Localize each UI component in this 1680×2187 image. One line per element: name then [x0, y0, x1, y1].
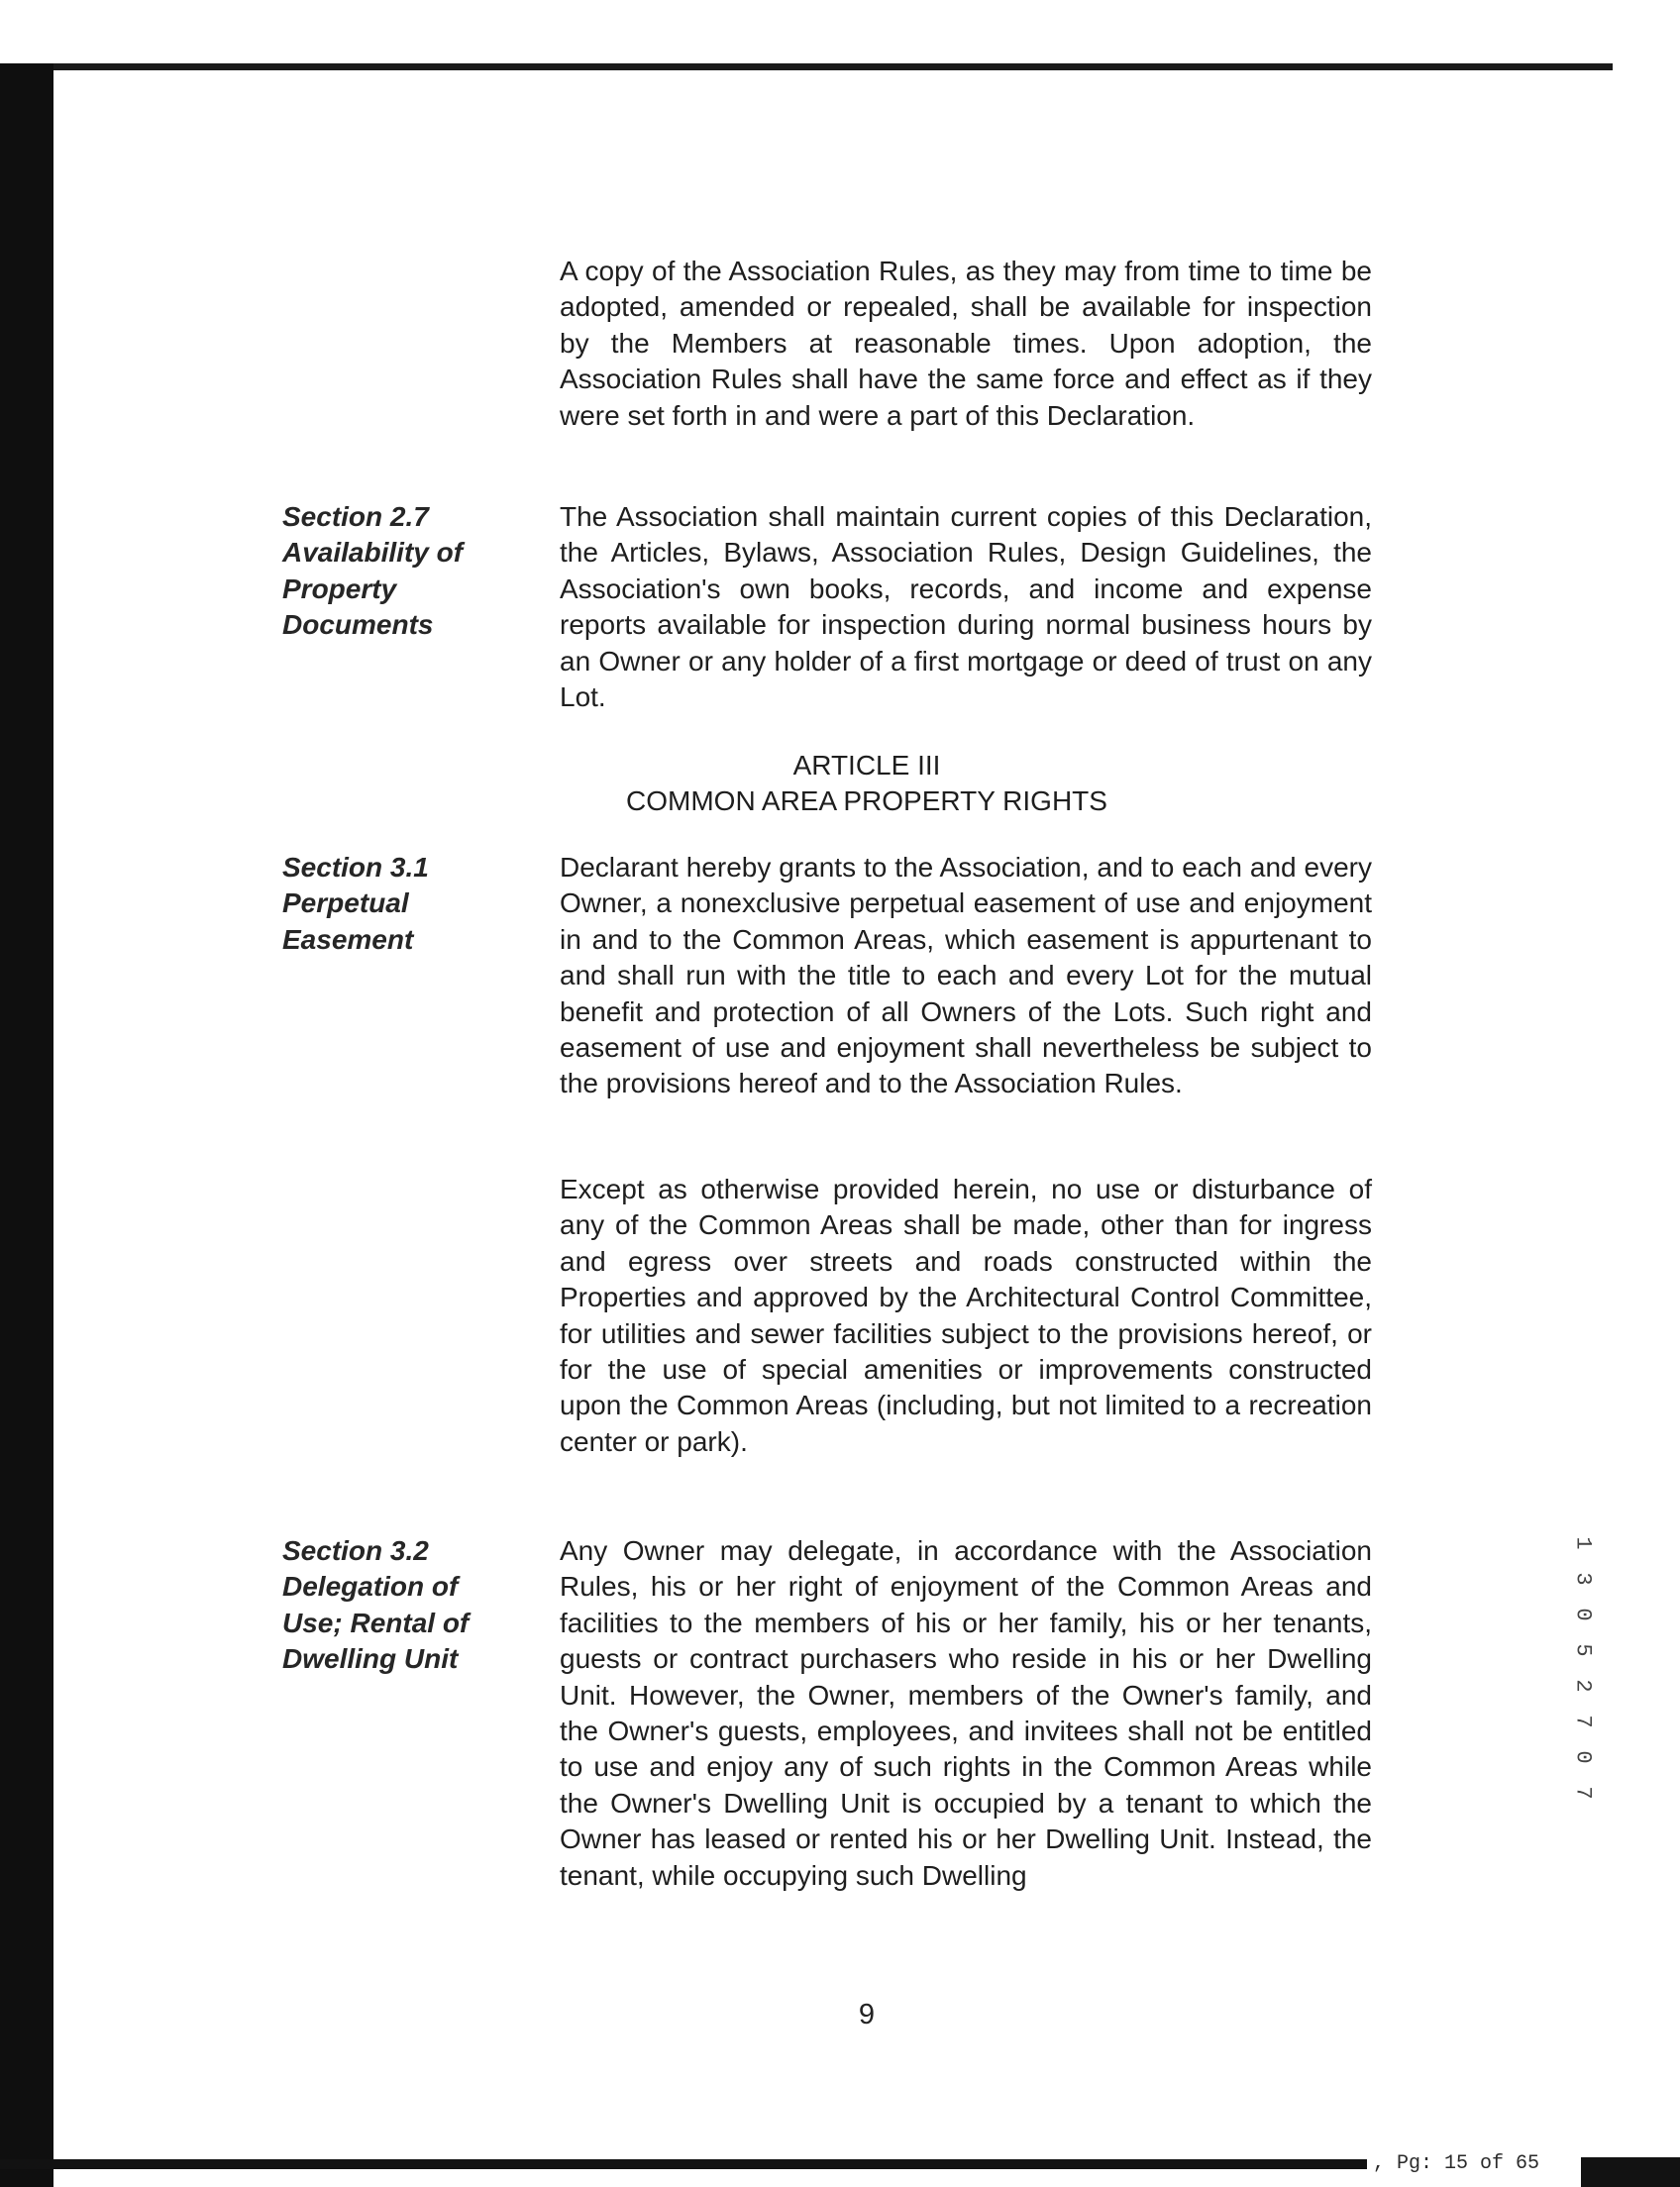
section-3-2-title-line-1: Delegation of: [282, 1571, 459, 1603]
stamp-digit: 7: [1570, 1715, 1596, 1728]
scan-left-border: [0, 63, 53, 2187]
stamp-digit: 5: [1570, 1643, 1596, 1657]
article-number: ARTICLE III: [792, 750, 941, 781]
section-3-2-title-line-2: Use; Rental of: [282, 1607, 470, 1638]
stamp-digit: 7: [1570, 1786, 1596, 1800]
paragraph-section-3-1-a: Declarant hereby grants to the Association, and to each and every Owner, a nonexclusive perpetual easement of use and enjoyment in and to the Common Areas, which easement is appurtenant to and shall run with the title to each and every Lot for the mutual benefit and protection of all Owners of the Lots. Such right and easement of use and enjoyment shall nevertheless be subject to the provisions hereof and to the Association Rules.: [560, 852, 1372, 1099]
stamp-digit: 0: [1570, 1750, 1596, 1764]
section-3-1-title-line-2: Easement: [282, 923, 414, 955]
paragraph-section-2-7: The Association shall maintain current copies of this Declaration, the Articles, Bylaws, Association Rules, Design Guidelines, the Association's own books, records, and income and expense reports available for inspection during normal business hours by an Owner or any holder of a first mortgage or deed of trust on any Lot.: [560, 501, 1372, 713]
section-3-1-number: Section 3.1: [282, 852, 429, 883]
page-number: 9: [858, 1999, 876, 2031]
stamp-digit: 0: [1570, 1608, 1596, 1621]
section-3-2-title-line-3: Dwelling Unit: [282, 1643, 459, 1675]
paragraph-section-3-2: Any Owner may delegate, in accordance with the Association Rules, his or her right of enjoyment of the Common Areas and facilities to the members of his or her family, his or her tenants, guests or contract purchasers who reside in his or her Dwelling Unit. However, the Owner, members of the Owner's family, and the Owner's guests, employees, and invitees shall not be entitled to use and enjoy any of such rights in the Common Areas while the Owner's Dwelling Unit is occupied by a tenant to which the Owner has leased or rented his or her Dwelling Unit. Instead, the tenant, while occupying such Dwelling: [560, 1535, 1372, 1891]
scan-bottom-border: [0, 2159, 1367, 2169]
scan-bottom-right-border: [1581, 2157, 1680, 2187]
section-3-2-number: Section 3.2: [282, 1535, 429, 1566]
article-heading: [560, 748, 1174, 820]
section-2-7-title-line-1: Availability of: [282, 537, 464, 569]
stamp-digit: 1: [1570, 1536, 1596, 1550]
section-3-2-label: [282, 1533, 530, 1678]
scan-top-border: [53, 63, 1613, 70]
recording-number-stamp: [1563, 1530, 1603, 1827]
paragraph-rules-copy: A copy of the Association Rules, as they may from time to time be adopted, amended or repealed, shall be available for inspection by the Members at reasonable times. Upon adoption, the Association Rules shall have the same force and effect as if they were set forth in and were a part of this Declaration.: [560, 256, 1372, 431]
stamp-digit: 2: [1570, 1679, 1596, 1693]
section-3-1-title-line-1: Perpetual: [282, 887, 409, 919]
section-3-1-label: [282, 850, 530, 958]
article-title: COMMON AREA PROPERTY RIGHTS: [626, 785, 1107, 817]
section-2-7-number: Section 2.7: [282, 501, 429, 532]
section-2-7-label: [282, 499, 530, 644]
section-2-7-title-line-3: Documents: [282, 609, 434, 641]
paragraph-section-3-1-b: Except as otherwise provided herein, no use or disturbance of any of the Common Areas shall be made, other than for ingress and egress over streets and roads constructed within the Properties and approved by the Architectural Control Committee, for utilities and sewer facilities subject to the provisions hereof, or for the use of special amenities or improvements constructed upon the Common Areas (including, but not limited to a recreation center or park).: [560, 1174, 1372, 1457]
page-count-stamp: , Pg: 15 of 65: [1373, 2152, 1540, 2175]
stamp-digit: 3: [1570, 1572, 1596, 1586]
section-2-7-title-line-2: Property: [282, 573, 397, 604]
